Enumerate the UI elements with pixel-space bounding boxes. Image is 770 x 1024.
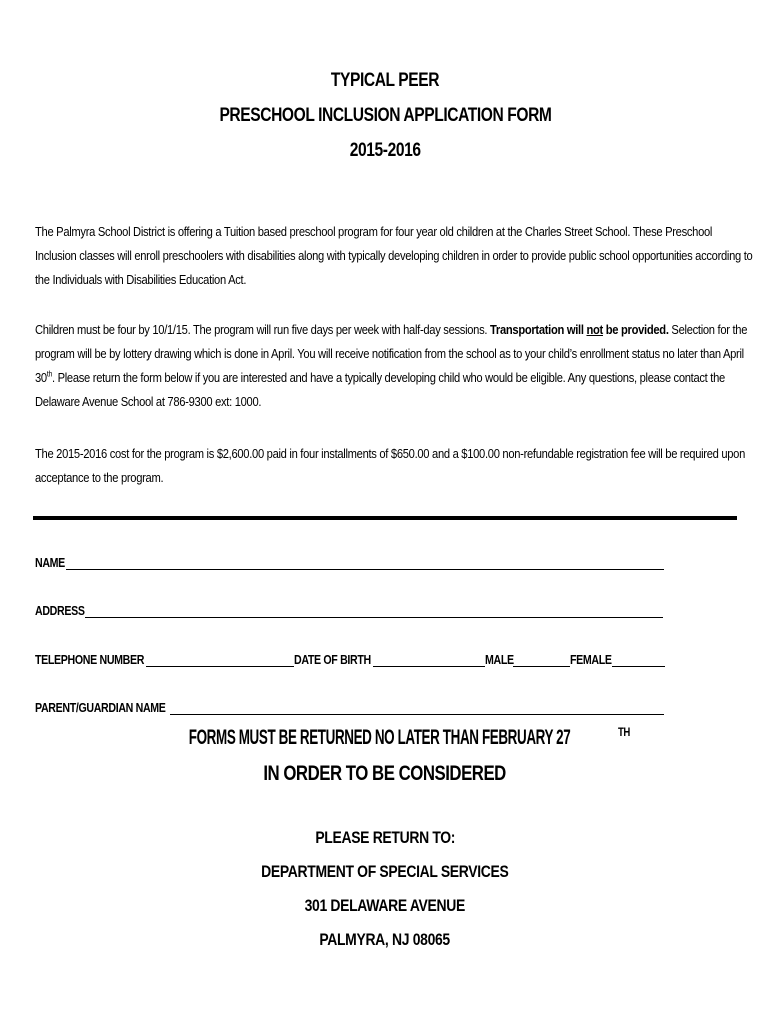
male-line[interactable]: [513, 652, 570, 667]
deadline-notice-line-2: IN ORDER TO BE CONSIDERED: [263, 762, 507, 785]
address-line[interactable]: [85, 603, 663, 618]
male-label: MALE: [484, 653, 514, 667]
title-line-1: TYPICAL PEER: [330, 70, 440, 91]
female-label: FEMALE: [570, 653, 612, 667]
section-divider: [33, 516, 737, 520]
return-department: DEPARTMENT OF SPECIAL SERVICES: [261, 862, 509, 881]
female-line[interactable]: [612, 652, 665, 667]
parent-guardian-line[interactable]: [170, 700, 664, 715]
telephone-label: TELEPHONE NUMBER: [35, 653, 145, 667]
transportation-note: Transportation will not be provided.: [489, 322, 669, 337]
intro-paragraph-1: The Palmyra School District is offering a Tuition based preschool program for four year old children at the Charles Street School. These Preschool Inclusion classes will enroll preschoolers with disabilities along with typically developing children in order to provide public school opportunities according to the Individuals with Disabilities Education Act.: [35, 224, 753, 287]
title-line-2: PRESCHOOL INCLUSION APPLICATION FORM: [218, 105, 552, 126]
address-field[interactable]: [35, 598, 665, 618]
intro-paragraph-2: Children must be four by 10/1/15. The program will run five days per week with half-day sessions. Transportation will not be provided. Selection for the program will be by lottery drawing which is done in April. You will receive notification from the school as to your child’s enrollment status no later than April 30th. Please return the form below if you are interested and have a typically developing child who would be eligible. Any questions, please contact the Delaware Avenue School at 786-9300 ext: 1000.: [35, 322, 748, 409]
name-line[interactable]: [66, 555, 664, 570]
telephone-line[interactable]: [146, 652, 293, 667]
form-title: [0, 68, 770, 173]
telephone-dob-gender-row: [35, 647, 665, 667]
address-label: ADDRESS: [35, 604, 85, 618]
return-city-state-zip: PALMYRA, NJ 08065: [319, 930, 451, 949]
return-to-heading: PLEASE RETURN TO:: [315, 828, 455, 847]
title-line-3: 2015-2016: [349, 140, 421, 161]
dob-line[interactable]: [373, 652, 485, 667]
dob-label: DATE OF BIRTH: [293, 653, 371, 667]
name-field[interactable]: [35, 550, 665, 570]
name-label: NAME: [35, 556, 65, 570]
return-street-address: 301 DELAWARE AVENUE: [304, 896, 466, 915]
intro-paragraph-3: The 2015-2016 cost for the program is $2,600.00 paid in four installments of $650.00 and a $100.00 non-refundable registration fee will be required upon acceptance to the program.: [35, 446, 746, 485]
deadline-notice-line-1: FORMS MUST BE RETURNED NO LATER THAN FEBRUARY 27 $^{TH}$: [188, 725, 630, 749]
parent-guardian-label: PARENT/GUARDIAN NAME: [35, 701, 166, 715]
parent-guardian-field[interactable]: [35, 695, 665, 715]
